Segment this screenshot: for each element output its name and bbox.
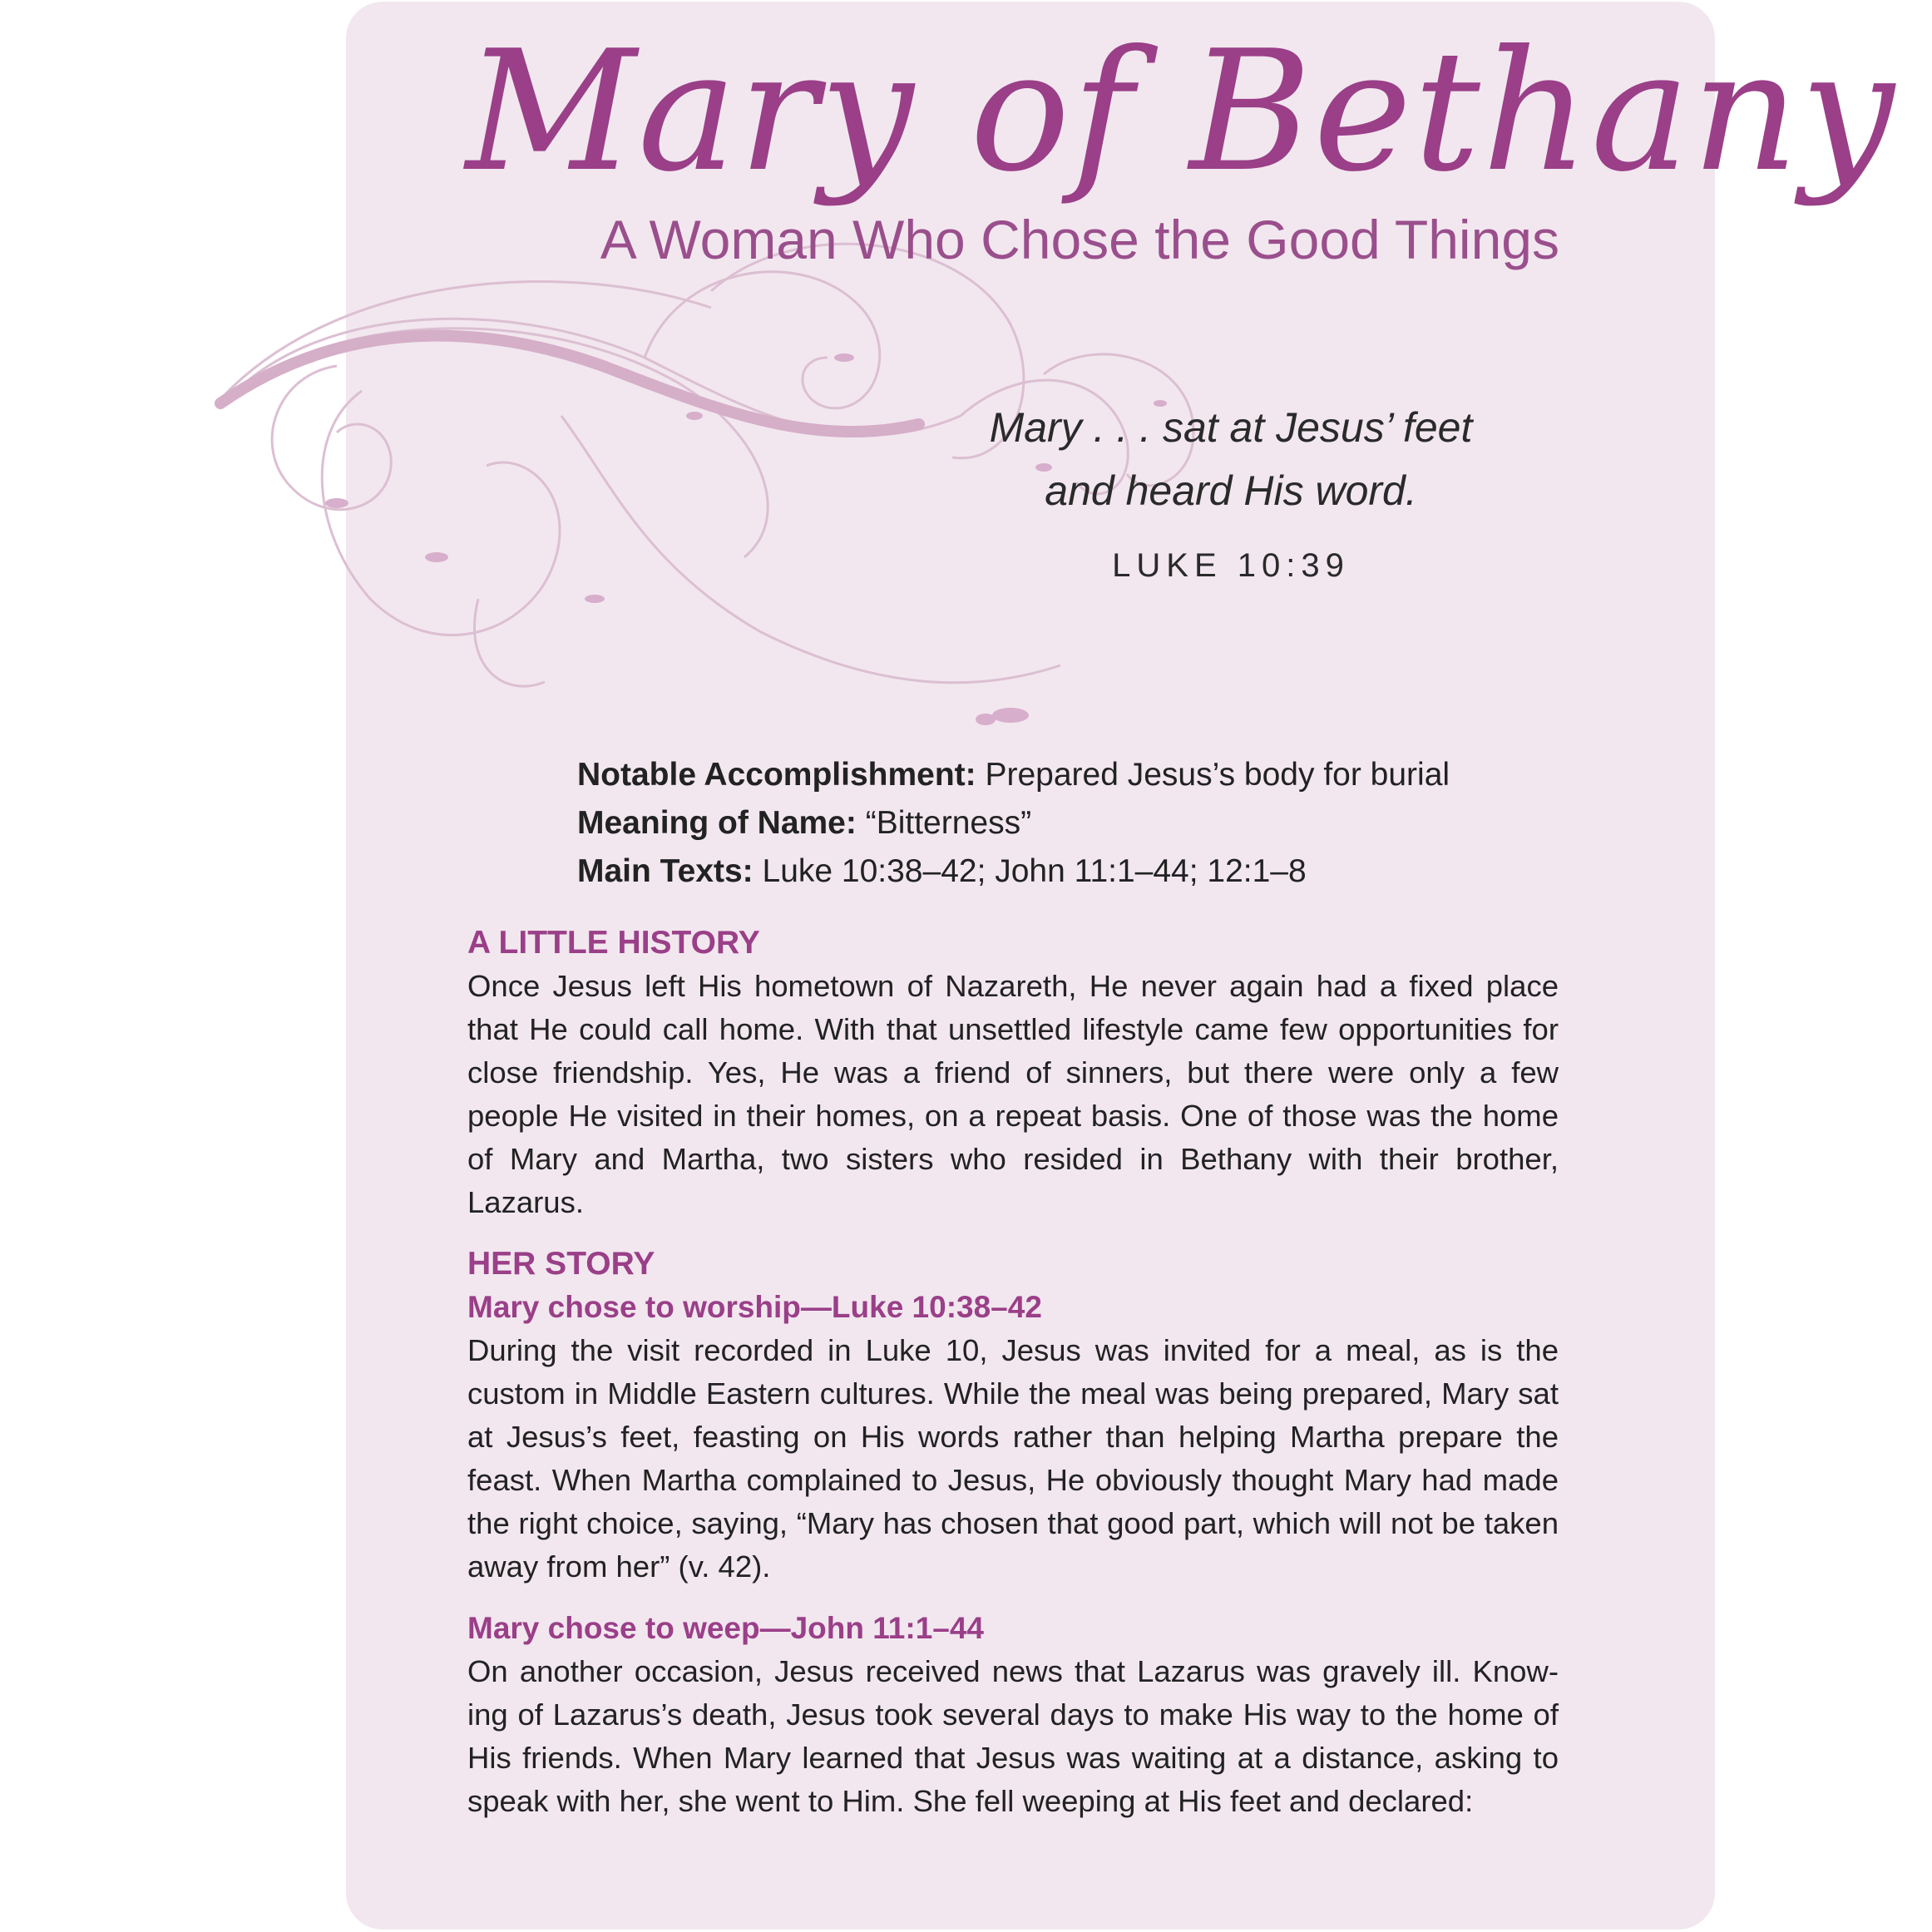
fact-row — [577, 799, 1450, 847]
fact-value: “Bitterness” — [865, 805, 1032, 841]
page-subtitle: A Woman Who Chose the Good Things — [600, 209, 1559, 270]
epigraph-line-1: Mary . . . sat at Jesus’ feet — [989, 404, 1473, 451]
story-paragraph: During the visit recorded in Luke 10, Jesus was invited for a meal, as is the custom in Middle Eastern cultures. While the meal was being prepared, Mary sat at Jesus’s feet, feasting on His words rather than helping Martha prepare the feast. When Martha complained to Jesus, He obviously thought Mary had made the right choice, saying, “Mary has chosen that good part, which will not be taken away from her” (v. 42). — [467, 1333, 1559, 1584]
page-title: Mary of Bethany — [466, 15, 1896, 209]
epigraph-quote — [940, 396, 1522, 522]
fact-value: Luke 10:38–42; John 11:1–44; 12:1–8 — [762, 853, 1307, 889]
story-paragraph: On another occasion, Jesus received news that Lazarus was gravely ill. Know-ing of Lazarus’s death, Jesus took several days to make His way to the home of His friends. When Mary learned that Jesus was waiting at a distance, asking to speak with her, she went to Him. She fell weeping at His feet and declared: — [467, 1654, 1559, 1818]
main-content — [467, 922, 1559, 1823]
epigraph-reference: LUKE 10:39 — [1112, 547, 1350, 584]
story-subheading: Mary chose to worship—Luke 10:38–42 — [467, 1290, 1042, 1324]
fact-label: Main Texts: — [577, 853, 754, 889]
epigraph-line-2: and heard His word. — [1045, 467, 1417, 514]
fact-value: Prepared Jesus’s body for burial — [985, 757, 1450, 793]
fact-row — [577, 751, 1450, 799]
section-heading-her-story: HER STORY — [467, 1246, 655, 1282]
section-heading-history: A LITTLE HISTORY — [467, 925, 760, 961]
fact-label: Meaning of Name: — [577, 805, 857, 841]
fact-row — [577, 847, 1450, 896]
fact-label: Notable Accomplishment: — [577, 757, 976, 793]
key-facts — [577, 751, 1450, 896]
history-paragraph: Once Jesus left His hometown of Nazareth, He never again had a fixed place that He could call home. With that unsettled lifestyle came few opportunities for close friendship. Yes, He was a friend of sinners, but there were only a few people He visited in their homes, on a repeat basis. One of those was the home of Mary and Martha, two sisters who resided in Bethany with their brother, Lazarus. — [467, 969, 1559, 1219]
story-subheading: Mary chose to weep—John 11:1–44 — [467, 1611, 985, 1645]
